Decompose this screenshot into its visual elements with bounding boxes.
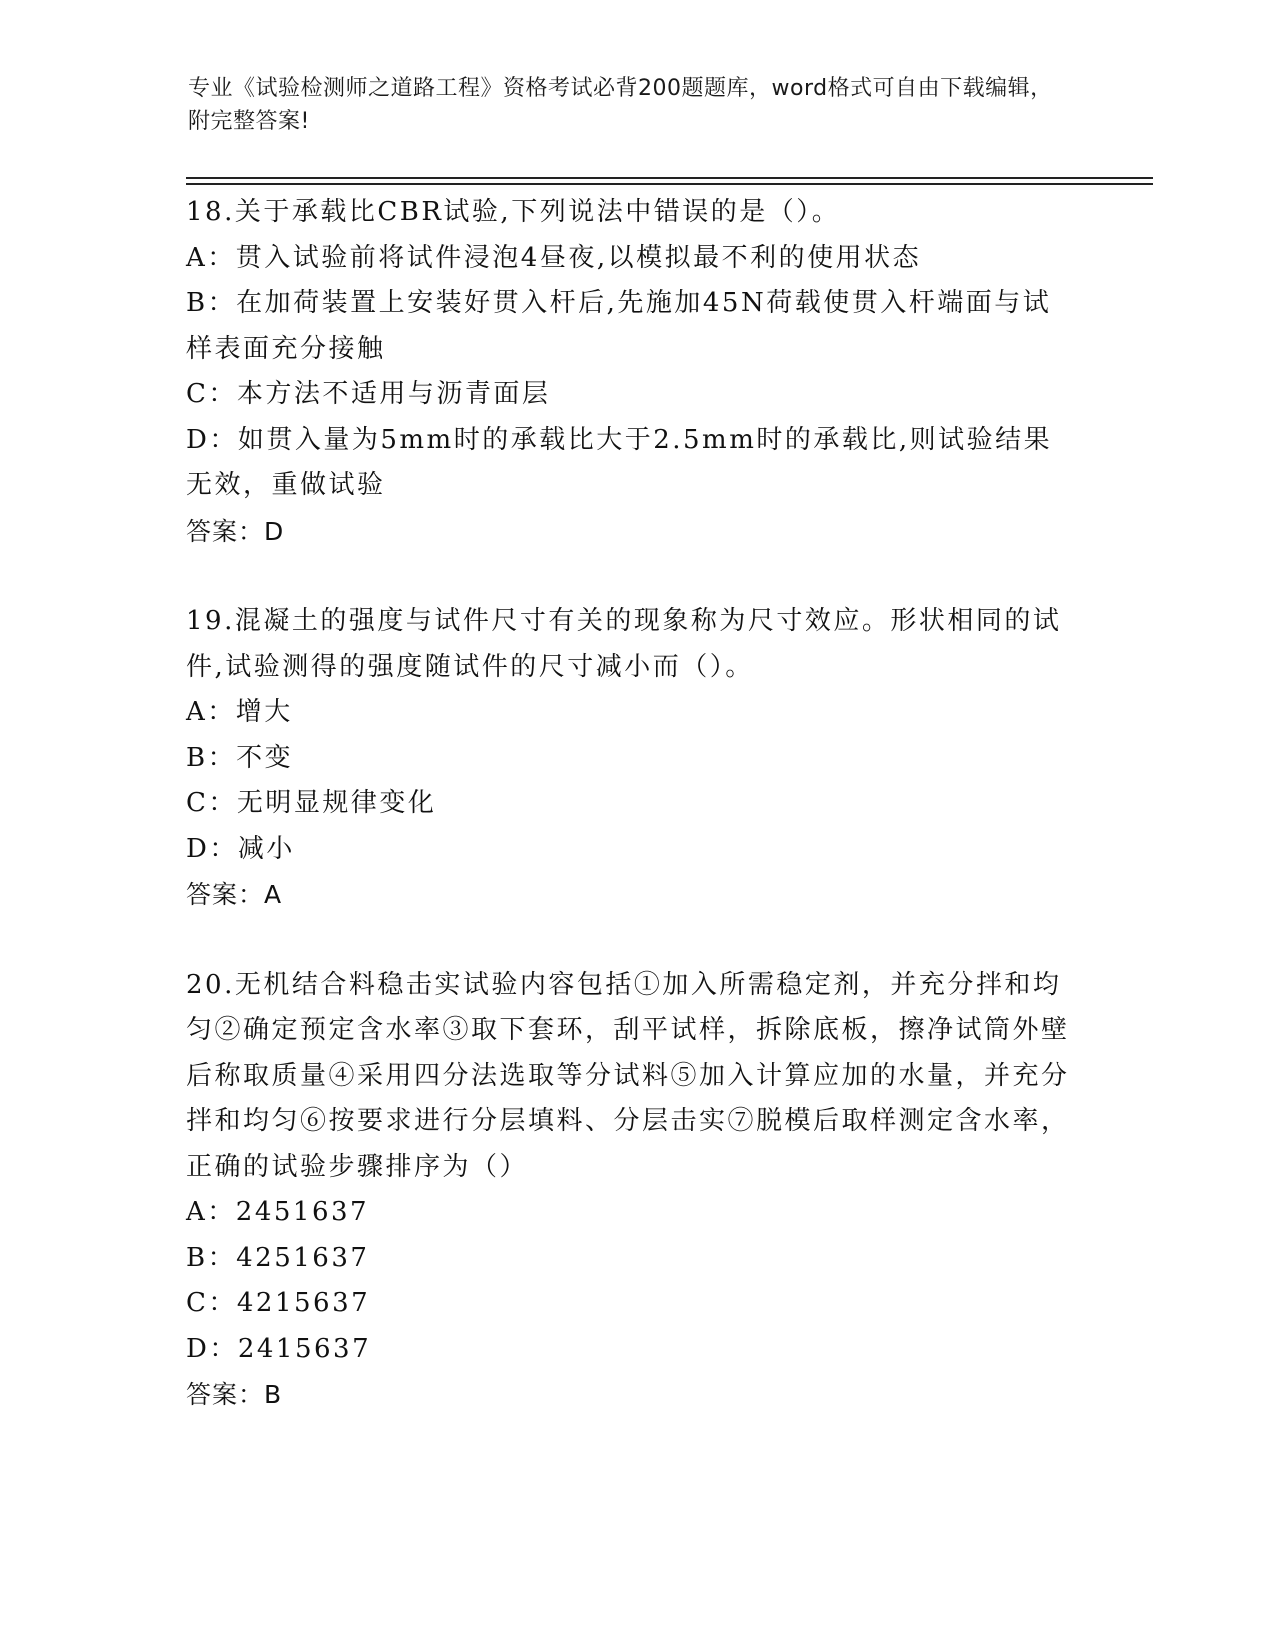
answer-line: 答案：B [186,1380,283,1409]
question-19 [186,599,1076,918]
question-stem: 20.无机结合料稳击实试验内容包括①加入所需稳定剂，并充分拌和均匀②确定预定含水率③取下套环，刮平试样，拆除底板，擦净试筒外壁后称取质量④采用四分法选取等分试料⑤加入计算应加的水量，并充分拌和均匀⑥按要求进行分层填料、分层击实⑦脱模后取样测定含水率，正确的试验步骤排序为（） [186,969,1070,1182]
option-d: D：2415637 [186,1333,372,1364]
document-header [188,72,1068,138]
header-divider-top [186,177,1153,179]
option-a: A：增大 [186,697,293,727]
option-a: A：2451637 [186,1197,370,1227]
header-divider-bottom [186,183,1153,185]
option-c: C：4215637 [186,1288,371,1318]
question-18 [186,190,1076,554]
option-b: B：4251637 [186,1242,370,1273]
question-stem: 19.混凝土的强度与试件尺寸有关的现象称为尺寸效应。形状相同的试件,试验测得的强度随试件的尺寸减小而（）。 [186,606,1062,682]
option-a: A：贯入试验前将试件浸泡4昼夜,以模拟最不利的使用状态 [186,242,922,273]
question-stem: 18.关于承载比CBR试验,下列说法中错误的是（）。 [186,197,841,227]
header-text: 专业《试验检测师之道路工程》资格考试必背200题题库，word格式可自由下载编辑，附完整答案! [188,76,1053,134]
option-b: B：不变 [186,742,294,773]
answer-line: 答案：D [186,516,285,546]
question-20 [186,963,1076,1418]
question-list [186,190,1076,1463]
option-c: C：本方法不适用与沥青面层 [186,379,551,409]
answer-line: 答案：A [186,880,283,909]
option-c: C：无明显规律变化 [186,788,437,818]
option-d: D：减小 [186,833,295,864]
option-b: B：在加荷装置上安装好贯入杆后,先施加45N荷载使贯入杆端面与试样表面充分接触 [186,288,1052,364]
option-d: D：如贯入量为5mm时的承载比大于2.5mm时的承载比,则试验结果无效，重做试验 [186,424,1053,500]
